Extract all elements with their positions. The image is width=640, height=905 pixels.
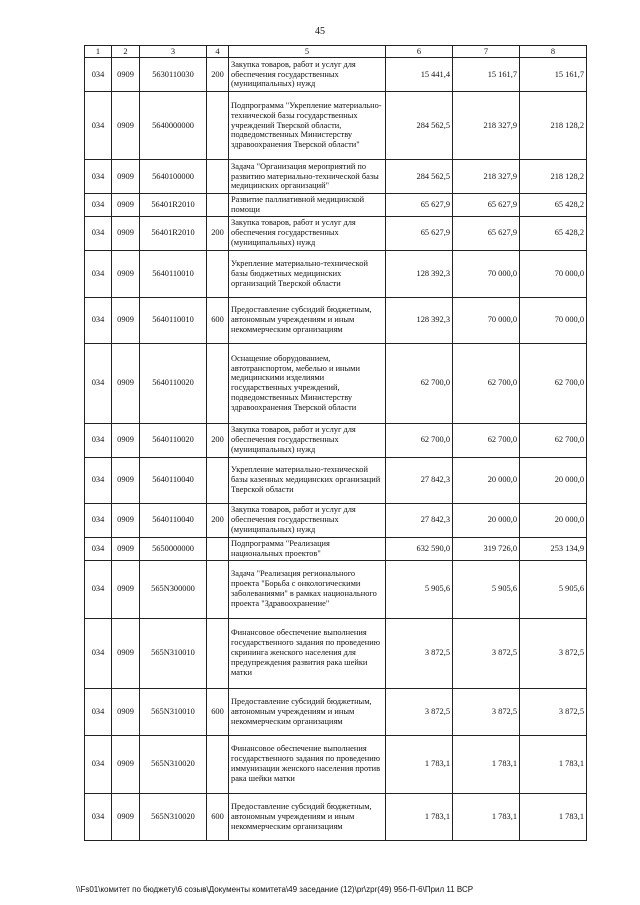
amount-cell-col7: 5 905,6	[453, 560, 520, 618]
amount-cell-col6: 15 441,4	[386, 58, 453, 92]
amount-cell-col6: 3 872,5	[386, 688, 453, 735]
admin-code-cell: 034	[85, 793, 112, 840]
description-cell: Подпрограмма "Укрепление материально-технической базы государственных учреждений Тверской области, подведомственных Министерству здравоохранения Тверской области"	[229, 92, 386, 160]
section-code-cell: 0909	[112, 793, 140, 840]
description-cell: Предоставление субсидий бюджетным, автономным учреждениям и иным некоммерческим организациям	[229, 297, 386, 343]
amount-cell-col6: 27 842,3	[386, 457, 453, 503]
amount-cell-col6: 27 842,3	[386, 503, 453, 537]
column-header: 8	[520, 46, 587, 58]
section-code-cell: 0909	[112, 618, 140, 688]
expense-type-cell	[207, 618, 229, 688]
section-code-cell: 0909	[112, 297, 140, 343]
section-code-cell: 0909	[112, 560, 140, 618]
target-article-cell: 5640110020	[140, 343, 207, 423]
target-article-cell: 5640000000	[140, 92, 207, 160]
amount-cell-col7: 3 872,5	[453, 688, 520, 735]
table-row	[85, 457, 587, 503]
table-header-row	[85, 46, 587, 58]
amount-cell-col8: 65 428,2	[520, 194, 587, 217]
amount-cell-col6: 284 562,5	[386, 92, 453, 160]
column-header: 5	[229, 46, 386, 58]
amount-cell-col8: 15 161,7	[520, 58, 587, 92]
amount-cell-col8: 3 872,5	[520, 688, 587, 735]
amount-cell-col7: 1 783,1	[453, 793, 520, 840]
amount-cell-col6: 632 590,0	[386, 537, 453, 560]
expense-type-cell	[207, 537, 229, 560]
amount-cell-col6: 3 872,5	[386, 618, 453, 688]
amount-cell-col7: 319 726,0	[453, 537, 520, 560]
amount-cell-col8: 62 700,0	[520, 423, 587, 457]
table-row	[85, 503, 587, 537]
admin-code-cell: 034	[85, 457, 112, 503]
table-row	[85, 297, 587, 343]
table-row	[85, 618, 587, 688]
description-cell: Оснащение оборудованием, автотранспортом, мебелью и иными медицинскими изделиями государственных учреждений, подведомственных Министерству здравоохранения Тверской области	[229, 343, 386, 423]
target-article-cell: 565N300000	[140, 560, 207, 618]
column-header: 3	[140, 46, 207, 58]
amount-cell-col8: 253 134,9	[520, 537, 587, 560]
amount-cell-col7: 1 783,1	[453, 735, 520, 793]
description-cell: Предоставление субсидий бюджетным, автономным учреждениям и иным некоммерческим организациям	[229, 688, 386, 735]
description-cell: Развитие паллиативной медицинской помощи	[229, 194, 386, 217]
amount-cell-col6: 62 700,0	[386, 343, 453, 423]
expense-type-cell: 200	[207, 216, 229, 250]
amount-cell-col8: 62 700,0	[520, 343, 587, 423]
amount-cell-col6: 1 783,1	[386, 793, 453, 840]
expense-type-cell: 200	[207, 58, 229, 92]
amount-cell-col8: 70 000,0	[520, 250, 587, 297]
target-article-cell: 5650000000	[140, 537, 207, 560]
amount-cell-col7: 62 700,0	[453, 343, 520, 423]
target-article-cell: 565N310010	[140, 688, 207, 735]
amount-cell-col7: 70 000,0	[453, 297, 520, 343]
admin-code-cell: 034	[85, 503, 112, 537]
admin-code-cell: 034	[85, 216, 112, 250]
section-code-cell: 0909	[112, 423, 140, 457]
target-article-cell: 5640110010	[140, 297, 207, 343]
description-cell: Укрепление материально-технической базы бюджетных медицинских организаций Тверской области	[229, 250, 386, 297]
description-cell: Закупка товаров, работ и услуг для обеспечения государственных (муниципальных) нужд	[229, 423, 386, 457]
target-article-cell: 5640110010	[140, 250, 207, 297]
admin-code-cell: 034	[85, 537, 112, 560]
admin-code-cell: 034	[85, 735, 112, 793]
table-row	[85, 688, 587, 735]
table-row	[85, 250, 587, 297]
column-header: 6	[386, 46, 453, 58]
section-code-cell: 0909	[112, 250, 140, 297]
table-row	[85, 560, 587, 618]
amount-cell-col6: 128 392,3	[386, 250, 453, 297]
file-path-footer: \\Fs01\комитет по бюджету\6 созыв\Документы комитета\49 заседание (12)\pr\zpr(49) 956-П-6\Прил 11 ВСР	[76, 885, 474, 894]
section-code-cell: 0909	[112, 343, 140, 423]
expense-type-cell	[207, 194, 229, 217]
expense-type-cell	[207, 457, 229, 503]
admin-code-cell: 034	[85, 58, 112, 92]
description-cell: Подпрограмма "Реализация национальных проектов"	[229, 537, 386, 560]
table-row	[85, 160, 587, 194]
amount-cell-col8: 70 000,0	[520, 297, 587, 343]
amount-cell-col8: 1 783,1	[520, 793, 587, 840]
amount-cell-col6: 284 562,5	[386, 160, 453, 194]
amount-cell-col6: 5 905,6	[386, 560, 453, 618]
table-row	[85, 194, 587, 217]
amount-cell-col7: 3 872,5	[453, 618, 520, 688]
budget-table	[84, 45, 587, 841]
expense-type-cell	[207, 343, 229, 423]
table-row	[85, 423, 587, 457]
target-article-cell: 565N310020	[140, 735, 207, 793]
target-article-cell: 56401R2010	[140, 194, 207, 217]
admin-code-cell: 034	[85, 688, 112, 735]
admin-code-cell: 034	[85, 560, 112, 618]
expense-type-cell	[207, 560, 229, 618]
section-code-cell: 0909	[112, 194, 140, 217]
amount-cell-col8: 218 128,2	[520, 92, 587, 160]
description-cell: Задача "Организация мероприятий по развитию материально-технической базы медицинских организаций"	[229, 160, 386, 194]
amount-cell-col8: 218 128,2	[520, 160, 587, 194]
amount-cell-col8: 1 783,1	[520, 735, 587, 793]
admin-code-cell: 034	[85, 423, 112, 457]
description-cell: Закупка товаров, работ и услуг для обеспечения государственных (муниципальных) нужд	[229, 503, 386, 537]
amount-cell-col7: 65 627,9	[453, 216, 520, 250]
expense-type-cell: 200	[207, 503, 229, 537]
amount-cell-col6: 1 783,1	[386, 735, 453, 793]
amount-cell-col6: 128 392,3	[386, 297, 453, 343]
description-cell: Финансовое обеспечение выполнения государственного задания по проведению скрининга женского населения для предупреждения развития рака шейки матки	[229, 618, 386, 688]
amount-cell-col6: 62 700,0	[386, 423, 453, 457]
column-header: 7	[453, 46, 520, 58]
amount-cell-col7: 218 327,9	[453, 160, 520, 194]
description-cell: Предоставление субсидий бюджетным, автономным учреждениям и иным некоммерческим организациям	[229, 793, 386, 840]
target-article-cell: 5640110020	[140, 423, 207, 457]
table-row	[85, 735, 587, 793]
section-code-cell: 0909	[112, 537, 140, 560]
admin-code-cell: 034	[85, 160, 112, 194]
table-row	[85, 793, 587, 840]
admin-code-cell: 034	[85, 297, 112, 343]
section-code-cell: 0909	[112, 503, 140, 537]
amount-cell-col7: 15 161,7	[453, 58, 520, 92]
amount-cell-col8: 20 000,0	[520, 457, 587, 503]
page-number: 45	[315, 26, 325, 37]
column-header: 4	[207, 46, 229, 58]
column-header: 2	[112, 46, 140, 58]
amount-cell-col8: 65 428,2	[520, 216, 587, 250]
expense-type-cell	[207, 250, 229, 297]
admin-code-cell: 034	[85, 618, 112, 688]
section-code-cell: 0909	[112, 160, 140, 194]
amount-cell-col7: 20 000,0	[453, 503, 520, 537]
table-row	[85, 216, 587, 250]
amount-cell-col7: 20 000,0	[453, 457, 520, 503]
expense-type-cell	[207, 160, 229, 194]
target-article-cell: 5640110040	[140, 457, 207, 503]
admin-code-cell: 034	[85, 250, 112, 297]
amount-cell-col6: 65 627,9	[386, 216, 453, 250]
target-article-cell: 5630110030	[140, 58, 207, 92]
amount-cell-col8: 20 000,0	[520, 503, 587, 537]
amount-cell-col7: 62 700,0	[453, 423, 520, 457]
column-header: 1	[85, 46, 112, 58]
table-row	[85, 343, 587, 423]
amount-cell-col7: 70 000,0	[453, 250, 520, 297]
expense-type-cell: 200	[207, 423, 229, 457]
admin-code-cell: 034	[85, 194, 112, 217]
target-article-cell: 5640100000	[140, 160, 207, 194]
target-article-cell: 565N310010	[140, 618, 207, 688]
amount-cell-col7: 65 627,9	[453, 194, 520, 217]
description-cell: Задача "Реализация регионального проекта "Борьба с онкологическими заболеваниями" в рамках национального проекта "Здравоохранение"	[229, 560, 386, 618]
amount-cell-col8: 3 872,5	[520, 618, 587, 688]
description-cell: Укрепление материально-технической базы казенных медицинских организаций Тверской области	[229, 457, 386, 503]
section-code-cell: 0909	[112, 216, 140, 250]
description-cell: Закупка товаров, работ и услуг для обеспечения государственных (муниципальных) нужд	[229, 58, 386, 92]
expense-type-cell: 600	[207, 793, 229, 840]
table-row	[85, 537, 587, 560]
section-code-cell: 0909	[112, 58, 140, 92]
expense-type-cell	[207, 735, 229, 793]
table-row	[85, 58, 587, 92]
expense-type-cell: 600	[207, 688, 229, 735]
description-cell: Закупка товаров, работ и услуг для обеспечения государственных (муниципальных) нужд	[229, 216, 386, 250]
expense-type-cell	[207, 92, 229, 160]
amount-cell-col6: 65 627,9	[386, 194, 453, 217]
section-code-cell: 0909	[112, 688, 140, 735]
admin-code-cell: 034	[85, 343, 112, 423]
target-article-cell: 5640110040	[140, 503, 207, 537]
description-cell: Финансовое обеспечение выполнения государственного задания по проведению иммунизации женского населения против рака шейки матки	[229, 735, 386, 793]
table-row	[85, 92, 587, 160]
amount-cell-col7: 218 327,9	[453, 92, 520, 160]
section-code-cell: 0909	[112, 92, 140, 160]
admin-code-cell: 034	[85, 92, 112, 160]
section-code-cell: 0909	[112, 735, 140, 793]
expense-type-cell: 600	[207, 297, 229, 343]
target-article-cell: 565N310020	[140, 793, 207, 840]
section-code-cell: 0909	[112, 457, 140, 503]
target-article-cell: 56401R2010	[140, 216, 207, 250]
amount-cell-col8: 5 905,6	[520, 560, 587, 618]
